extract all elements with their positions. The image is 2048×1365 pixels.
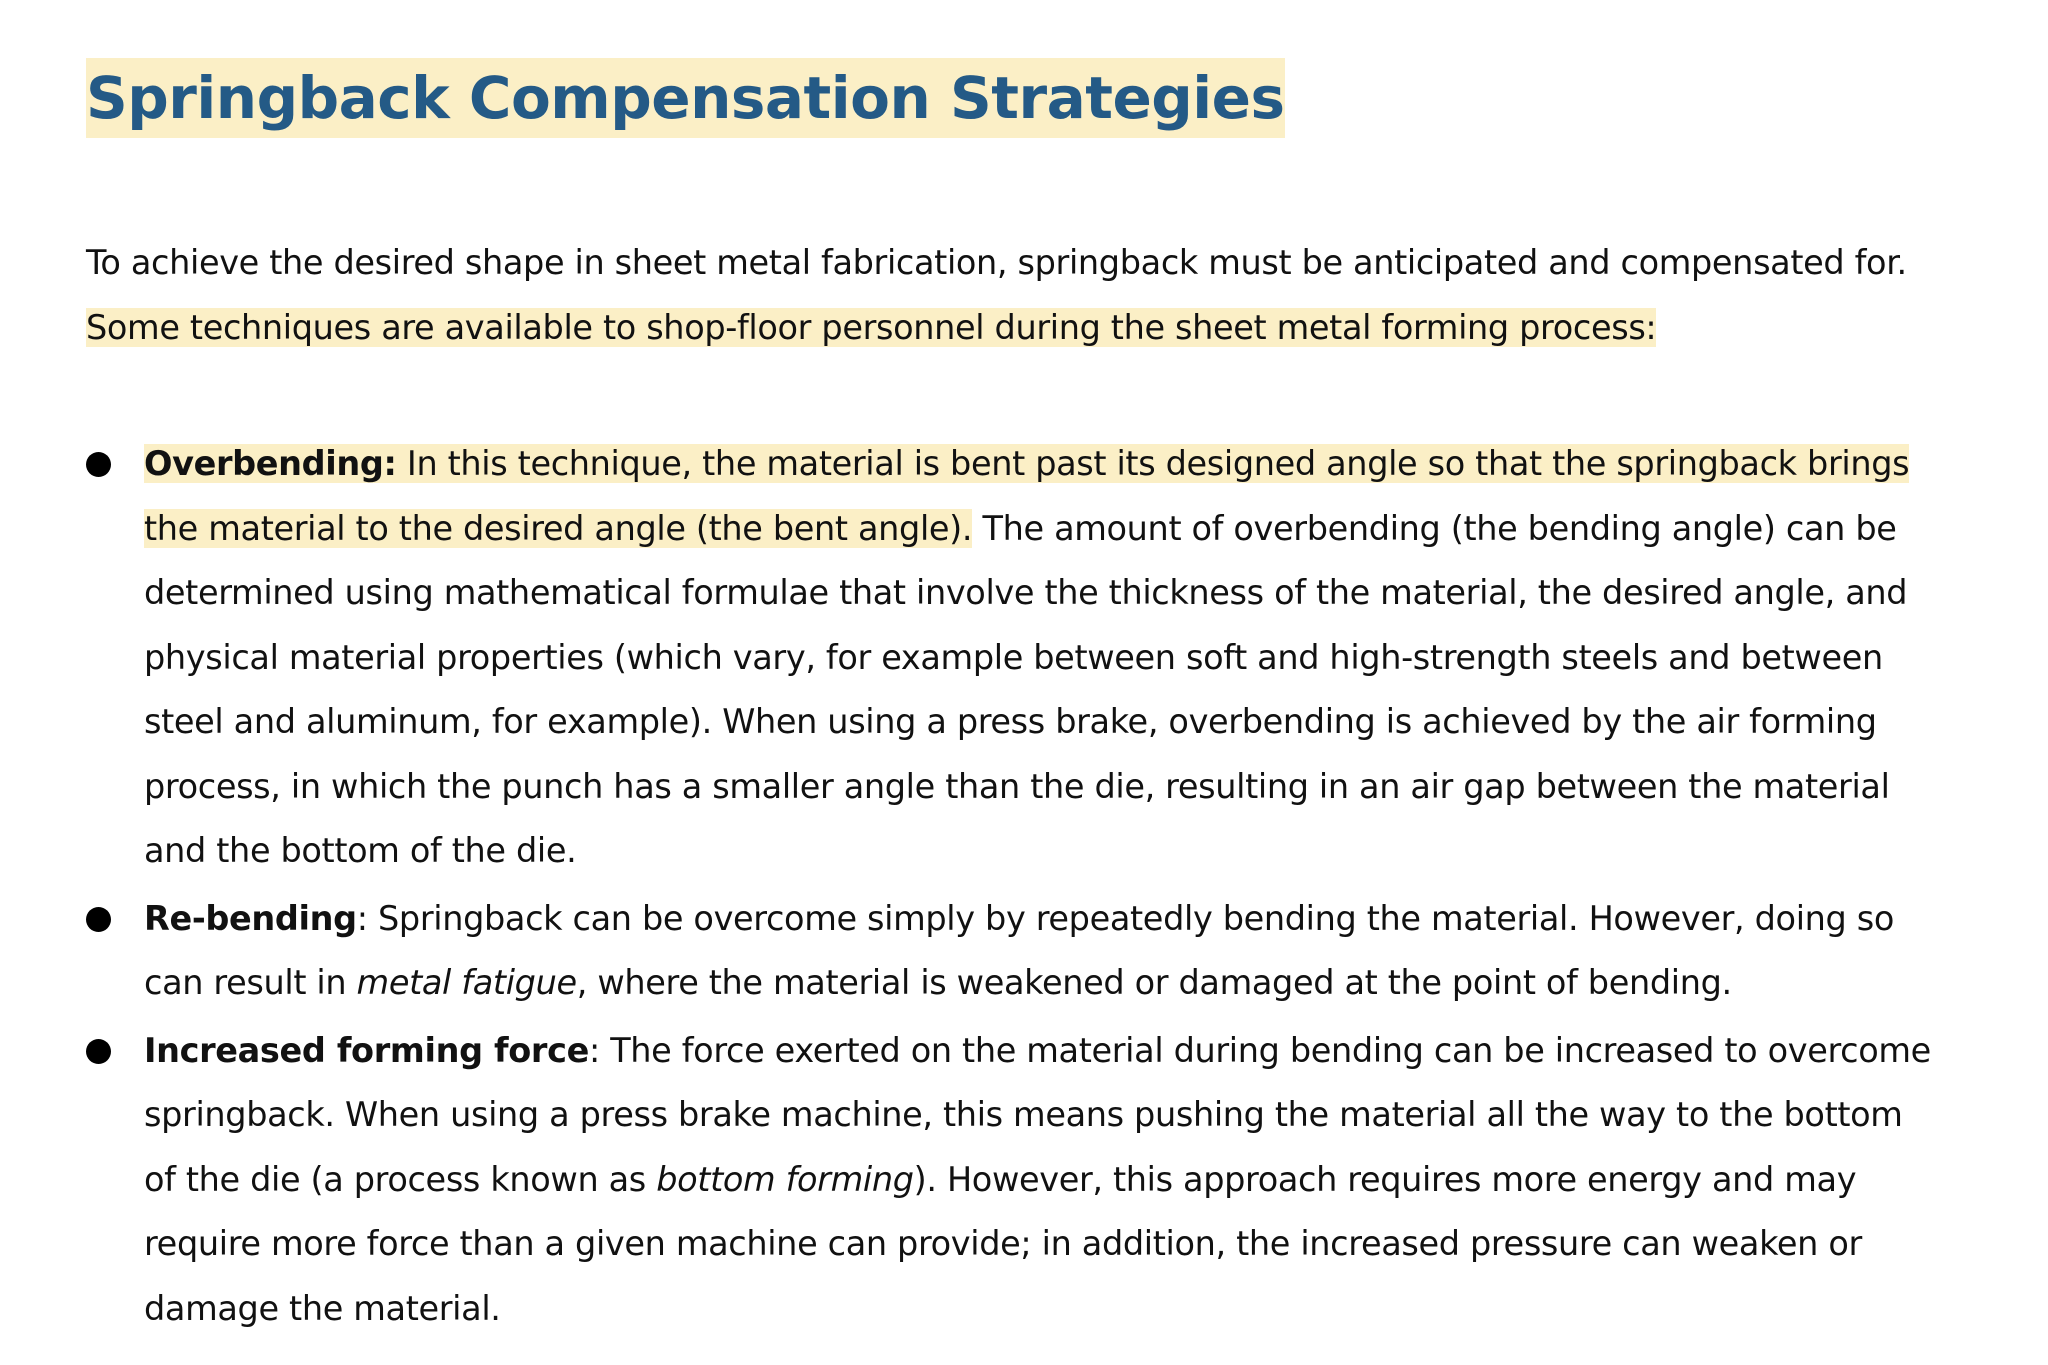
overbending-line-6: process, in which the punch has a smaller angle than the die, resulting in an air gap between the material [144, 766, 1890, 806]
forming-force-line-1: : The force exerted on the material during bending can be increased to overcome [588, 1030, 1931, 1070]
list-item-re-bending [86, 887, 1986, 1016]
forming-force-line-2: springback. When using a press brake machine, this means pushing the material all the way to the bottom [144, 1095, 1903, 1134]
overbending-line-4: physical material properties (which vary, for example between soft and high-strength steels and between [144, 637, 1883, 677]
forming-force-line-3b: ). However, this approach requires more energy and may [913, 1159, 1857, 1199]
overbending-line-1: In this technique, the material is bent past its designed angle so that the springback brings [406, 444, 1910, 483]
overbending-line-3: determined using mathematical formulae that involve the thickness of the material, the desired angle, and [144, 573, 1908, 612]
re-bending-line-2b: , where the material is weakened or damaged at the point of bending. [576, 963, 1732, 1002]
term-overbending: Overbending: [144, 444, 397, 483]
overbending-line-5: steel and aluminum, for example). When using a press brake, overbending is achieved by the air forming [144, 702, 1877, 741]
forming-force-line-4: require more force than a given machine can provide; in addition, the increased pressure can weaken or [144, 1224, 1862, 1263]
strategy-list [86, 432, 1986, 1341]
intro-line-2-highlight: Some techniques are available to shop-floor personnel during the sheet metal forming process: [86, 307, 1657, 347]
re-bending-line-2a: can result in [144, 963, 357, 1002]
term-increased-forming-force: Increased forming force [144, 1030, 589, 1070]
overbending-line-7: and the bottom of the die. [144, 831, 577, 870]
forming-force-line-3a: of the die (a process known as [144, 1159, 657, 1199]
document-body [86, 58, 1986, 1344]
re-bending-line-1: : Springback can be overcome simply by repeatedly bending the material. However, doing so [356, 898, 1894, 938]
list-item-increased-forming-force [86, 1019, 1986, 1342]
intro-paragraph [86, 231, 1986, 360]
bullet-dot-icon [86, 907, 111, 932]
re-bending-emphasis: metal fatigue [356, 963, 577, 1002]
forming-force-emphasis: bottom forming [656, 1159, 914, 1199]
list-item-overbending [86, 432, 1986, 884]
overbending-highlight: the material to the desired angle (the bent angle). [144, 508, 973, 548]
term-re-bending: Re-bending [144, 898, 357, 938]
bullet-dot-icon [86, 452, 111, 477]
bullet-dot-icon [86, 1039, 111, 1064]
overbending-line-2: The amount of overbending (the bending angle) can be [982, 508, 1897, 548]
intro-line-1: To achieve the desired shape in sheet metal fabrication, springback must be anticipated and compensated for. [86, 243, 1907, 282]
forming-force-line-5: damage the material. [144, 1288, 501, 1328]
page-title: Springback Compensation Strategies [86, 58, 1285, 138]
